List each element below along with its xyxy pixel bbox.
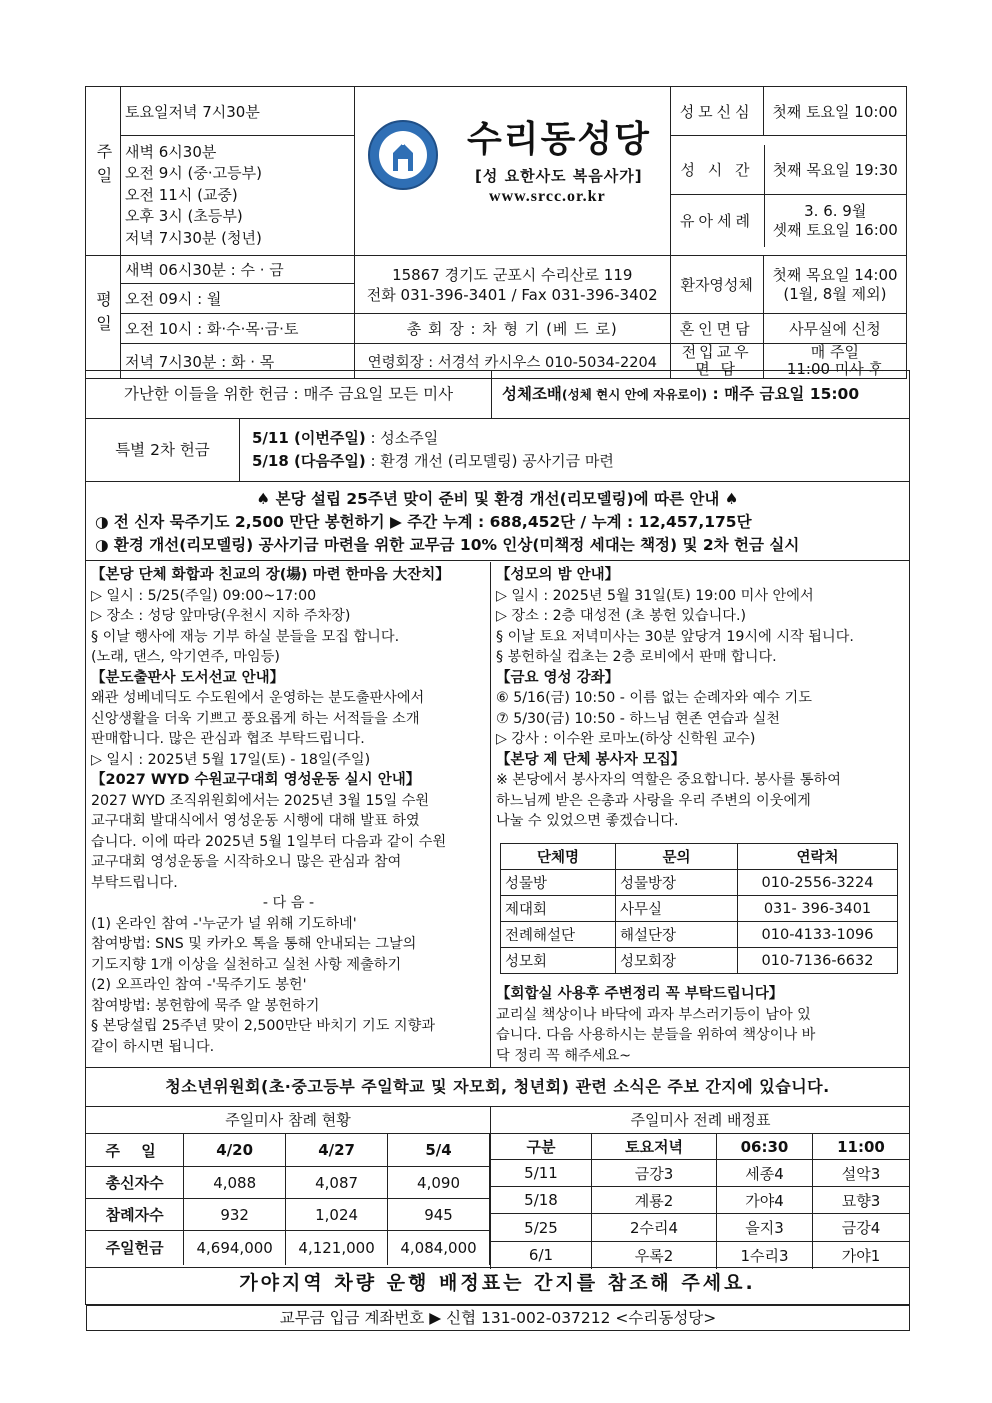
poor-offering: 가난한 이들을 위한 헌금 : 매주 금요일 모든 미사 bbox=[86, 371, 492, 418]
table-row: 성물방 성물방장 010-2556-3224 bbox=[501, 870, 898, 896]
sunday-mass-times: 새벽 6시30분 오전 9시 (중·고등부) 오전 11시 (교중) 오후 3시 (초등부) 저녁 7시30분 (청년) bbox=[121, 136, 355, 256]
section-heading: 【본당 단체 화합과 친교의 장(場) 마련 한마음 大잔치】 bbox=[91, 567, 450, 583]
offering-row bbox=[86, 371, 909, 419]
left-announcements bbox=[91, 565, 486, 1057]
announcement-line: § 이날 행사에 재능 기부 하실 분들을 모집 합니다. bbox=[91, 628, 400, 645]
weekday-mass: 오전 09시 : 월 bbox=[121, 284, 355, 314]
announcement-line: ※ 본당에서 봉사자의 역할은 중요합니다. 봉사를 통하여 bbox=[496, 772, 841, 788]
announcement-line: 기도지향 1개 이상을 실천하고 실천 사항 제출하기 bbox=[91, 956, 402, 973]
section-heading: 【금요 영성 강좌】 bbox=[496, 669, 620, 686]
announcement-line: ▷ 일시 : 2025년 5월 17일(토) - 18일(주일) bbox=[91, 751, 371, 768]
table-row: 제대회 사무실 031- 396-3401 bbox=[501, 896, 898, 922]
info-label: 성 시 간 bbox=[671, 145, 765, 195]
right-announcements-bottom bbox=[496, 984, 904, 1066]
weekday-mass: 새벽 06시30분 : 수 · 금 bbox=[121, 256, 355, 284]
table-row: 성모회 성모회장 010-7136-6632 bbox=[501, 948, 898, 974]
special-offering-row bbox=[86, 419, 909, 482]
announcement-line: 교리실 책상이나 바닥에 과자 부스러기등이 남아 있 bbox=[496, 1006, 811, 1023]
column-divider bbox=[490, 562, 491, 1067]
notice-title: ♠ 본당 설립 25주년 맞이 준비 및 환경 개선(리모델링)에 따른 안내 ♠ bbox=[256, 490, 739, 508]
table-row: 5/11 금강3 세종4 설악3 bbox=[491, 1160, 910, 1187]
weekday-label: 평일 bbox=[86, 256, 121, 379]
announcement-line: ▷ 일시 : 2025년 5월 31일(토) 19:00 미사 안에서 bbox=[496, 587, 814, 604]
weekday-mass: 저녁 7시30분 : 화 · 목 bbox=[121, 344, 355, 379]
announcement-line: 교구대회 발대식에서 영성운동 시행에 대해 발표 하였 bbox=[91, 813, 420, 829]
info-value: 매 주일 11:00 미사 후 bbox=[763, 344, 906, 379]
announcement-line: 같이 하시면 됩니다. bbox=[91, 1038, 215, 1055]
weekday-mass: 오전 10시 : 화·수·목·금·토 bbox=[121, 314, 355, 344]
announcement-line: 신앙생활을 더욱 기쁘고 풍요롭게 하는 서적들을 소개 bbox=[91, 710, 420, 727]
announcement-line: 나눌 수 있었으면 좋겠습니다. bbox=[496, 813, 679, 829]
announcement-line: (노래, 댄스, 악기연주, 마임등) bbox=[91, 649, 280, 665]
info-value: 첫째 토요일 10:00 bbox=[763, 87, 906, 136]
announcement-line: 참여방법: SNS 및 카카오 톡을 통해 안내되는 그날의 bbox=[91, 936, 417, 952]
info-value: 첫째 목요일 19:30 bbox=[764, 145, 906, 195]
info-label: 전입교우 면 담 bbox=[670, 344, 763, 379]
parish-name: 수리동성당 bbox=[467, 119, 651, 160]
parish-logo bbox=[367, 119, 439, 191]
youth-notice: 청소년위원회(초·중고등부 주일학교 및 자모회, 청년회) 관련 소식은 주보 간지에 있습니다. bbox=[86, 1067, 909, 1107]
announcement-line: ▷ 강사 : 이수완 로마노(하상 신학원 교수) bbox=[496, 731, 756, 747]
special-offering-list: 5/11 (이번주일) : 성소주일 5/18 (다음주일) : 환경 개선 (리모델링) 공사기금 마련 bbox=[252, 429, 614, 470]
announcement-line: 교구대회 영성운동을 시작하오니 많은 관심과 참여 bbox=[91, 854, 402, 870]
info-label: 환자영성체 bbox=[670, 256, 763, 314]
vehicle-notice: 가야지역 차량 운행 배정표는 간지를 참조해 주세요. bbox=[86, 1267, 909, 1305]
announcement-line: 하느님께 받은 은총과 사랑을 우리 주변의 이웃에게 bbox=[496, 792, 811, 809]
liturgy-title: 주일미사 전례 배정표 bbox=[490, 1107, 910, 1134]
table-row: 5/25 2수리4 을지3 금강4 bbox=[491, 1214, 910, 1242]
info-value: 첫째 목요일 14:00 (1월, 8월 제외) bbox=[763, 256, 906, 314]
section-heading: 【2027 WYD 수원교구대회 영성운동 실시 안내】 bbox=[91, 772, 421, 788]
info-value: 사무실에 신청 bbox=[763, 314, 906, 344]
attendance-title: 주일미사 참례 현황 bbox=[86, 1107, 490, 1134]
announcement-line: (2) 오프라인 참여 -'묵주기도 봉헌' bbox=[91, 977, 307, 993]
announcement-line: § 본당설립 25주년 맞이 2,500만단 바치기 기도 지향과 bbox=[91, 1018, 436, 1034]
announcement-line: (1) 온라인 참여 -'누군가 널 위해 기도하네' bbox=[91, 915, 357, 932]
table-row: 전례해설단 해설단장 010-4133-1096 bbox=[501, 922, 898, 948]
info-label: 성모신심 bbox=[670, 87, 763, 136]
announcement-line: 습니다. 이에 따라 2025년 5월 1일부터 다음과 같이 수원 bbox=[91, 833, 447, 850]
volunteer-table bbox=[500, 843, 898, 974]
announcement-line: 왜관 성베네딕도 수도원에서 운영하는 분도출판사에서 bbox=[91, 690, 425, 706]
section-heading: 【본당 제 단체 봉사자 모집】 bbox=[496, 751, 686, 768]
special-offering-label: 특별 2차 헌금 bbox=[86, 419, 240, 481]
account-box: 교무금 입금 계좌번호 ▶ 신협 131-002-037212 <수리동성당> bbox=[86, 1305, 910, 1331]
liturgy-table: 구분 토요저녁 06:30 11:00 5/11 금강3 세종4 설악3 5/18 계룡2 가야4 묘향3 5/25 2수리4 을지3 금강4 6/1 우록2 1수리3 가야1 bbox=[490, 1133, 909, 1269]
table-header: 단체명 bbox=[501, 844, 616, 870]
announcement-line: 닥 정리 꼭 해주세요~ bbox=[496, 1047, 632, 1064]
announcement-line: 부탁드립니다. bbox=[91, 874, 178, 891]
info-value: 3. 6. 9월 셋째 토요일 16:00 bbox=[764, 195, 906, 247]
attendance-table: 주 일 4/20 4/27 5/4 총신자수 4,088 4,087 4,090 참례자수 932 1,024 945 주일헌금 4,694,000 4,121,000 4,084,000 bbox=[86, 1133, 490, 1265]
announcement-line: 2027 WYD 조직위원회에서는 2025년 3월 15일 수원 bbox=[91, 792, 430, 809]
announcement-line: ⑥ 5/16(금) 10:50 - 이름 없는 순례자와 예수 기도 bbox=[496, 690, 812, 706]
mass-schedule-header bbox=[85, 86, 907, 379]
table-row: 5/18 계룡2 가야4 묘향3 bbox=[491, 1187, 910, 1214]
address-block: 15867 경기도 군포시 수리산로 119 전화 031-396-3401 / Fax 031-396-3402 bbox=[355, 256, 670, 314]
table-row: 6/1 우록2 1수리3 가야1 bbox=[491, 1242, 910, 1269]
right-announcements bbox=[496, 565, 904, 832]
table-header: 문의 bbox=[616, 844, 738, 870]
notice-line: ◑ 전 신자 묵주기도 2,500 만단 봉헌하기 ▶ 주간 누계 : 688,452단 / 누계 : 12,457,175단 bbox=[95, 513, 752, 531]
notice-line: ◑ 환경 개선(리모델링) 공사기금 마련을 위한 교무금 10% 인상(미책정 세대는 책정) 및 2차 헌금 실시 bbox=[95, 536, 800, 554]
president: 총 회 장 : 차 형 기 (베 드 로) bbox=[355, 314, 670, 344]
announcement-line: ▷ 일시 : 5/25(주일) 09:00~17:00 bbox=[91, 587, 317, 604]
info-label: 혼인면담 bbox=[670, 314, 763, 344]
saturday-evening-mass: 토요일저녁 7시30분 bbox=[121, 87, 355, 136]
announcement-line: § 봉헌하실 컵초는 2층 로비에서 판매 합니다. bbox=[496, 649, 777, 665]
announcement-line: 참여방법: 봉헌함에 묵주 알 봉헌하기 bbox=[91, 997, 320, 1014]
announcement-line: ▷ 장소 : 성당 앞마당(우천시 지하 주차장) bbox=[91, 608, 351, 624]
table-header: 연락처 bbox=[738, 844, 898, 870]
elder-president: 연령회장 : 서경석 카시우스 010-5034-2204 bbox=[355, 344, 670, 379]
parish-logo-block bbox=[355, 87, 670, 256]
announcement-line: 판매합니다. 많은 관심과 협조 부탁드립니다. bbox=[91, 731, 365, 747]
adoration: 성체조배(성체 현시 안에 자유로이) : 매주 금요일 15:00 bbox=[502, 385, 860, 403]
table-row: 총신자수 4,088 4,087 4,090 bbox=[86, 1167, 490, 1199]
section-heading: 【성모의 밤 안내】 bbox=[496, 567, 620, 583]
table-row: 주일헌금 4,694,000 4,121,000 4,084,000 bbox=[86, 1231, 490, 1265]
section-heading: 【분도출판사 도서선교 안내】 bbox=[91, 669, 285, 686]
sunday-label: 주일 bbox=[86, 87, 121, 256]
announcement-line: § 이날 토요 저녁미사는 30분 앞당겨 19시에 시작 됩니다. bbox=[496, 628, 854, 645]
parish-subtitle: [성 요한사도 복음사가] bbox=[475, 167, 643, 185]
section-heading: 【회합실 사용후 주변정리 꼭 부탁드립니다】 bbox=[496, 986, 784, 1002]
announcement-line: - 다 음 - bbox=[262, 895, 315, 911]
table-row: 참례자수 932 1,024 945 bbox=[86, 1199, 490, 1231]
announcement-line: 습니다. 다음 사용하시는 분들을 위하여 책상이나 바 bbox=[496, 1027, 816, 1043]
website[interactable]: www.srcc.or.kr bbox=[489, 188, 606, 205]
announcement-line: ▷ 장소 : 2층 대성전 (초 봉헌 있습니다.) bbox=[496, 608, 747, 624]
anniversary-notice bbox=[86, 482, 909, 561]
announcement-line: ⑦ 5/30(금) 10:50 - 하느님 현존 연습과 실천 bbox=[496, 710, 780, 727]
info-label: 유아세례 bbox=[671, 195, 765, 247]
